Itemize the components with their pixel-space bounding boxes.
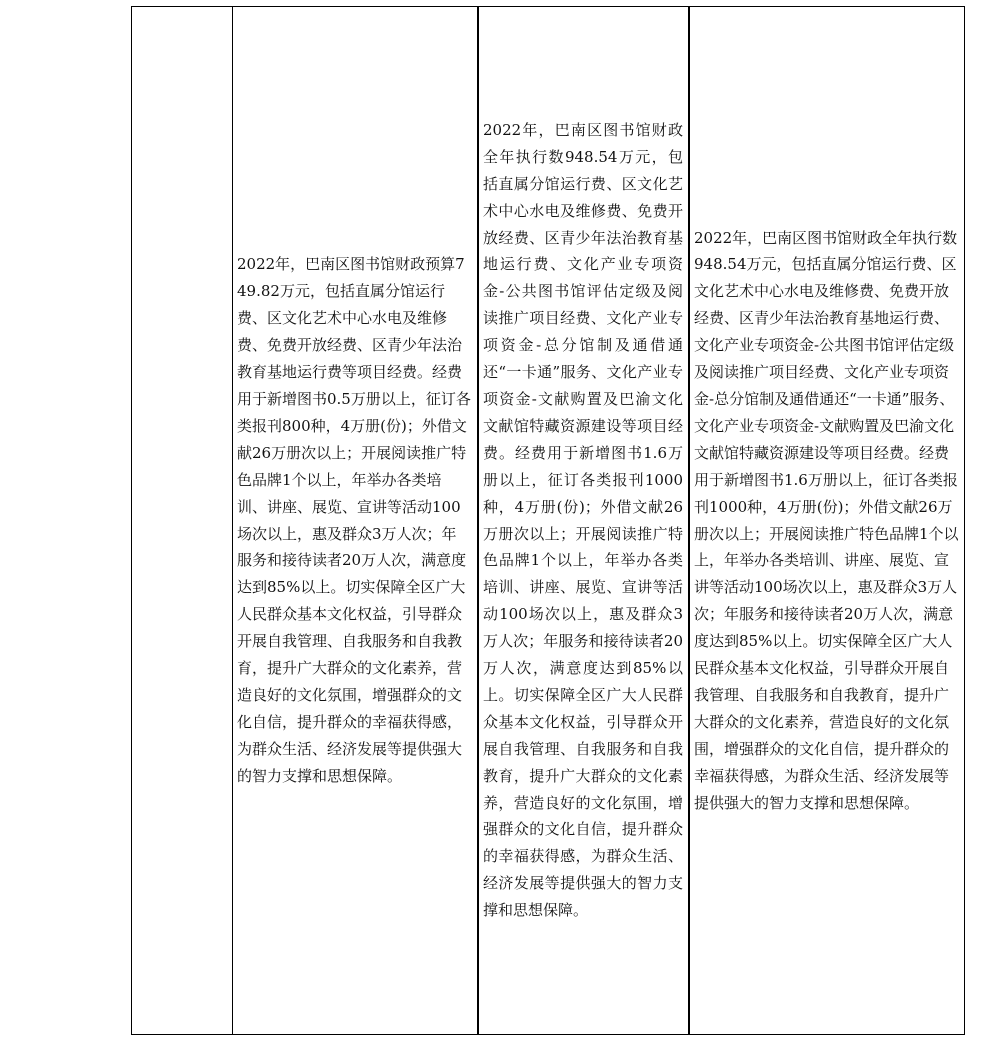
budget-plan-text: 2022年，巴南区图书馆财政预算749.82万元，包括直属分馆运行费、区文化艺术中心水电及维修费、免费开放经费、区青少年法治教育基地运行费等项目经费。经费用于新增图书0.5万册以上，征订各类报刊800种，4万册(份)；外借文献26万册次以上；开展阅读推广特色品牌1个以上，年举办各类培训、讲座、展览、宣讲等活动100场次以上，惠及群众3万人次；年服务和接待读者20万人次，满意度达到85%以上。切实保障全区广大人民群众基本文化权益，引导群众开展自我管理、自我服务和自我教育，提升广大群众的文化素养，营造良好的文化氛围，增强群众的文化自信，提升群众的幸福获得感，为群众生活、经济发展等提供强大的智力支撑和思想保障。 [237, 255, 471, 785]
table-row [132, 7, 965, 1035]
result-cell [689, 7, 965, 1035]
result-text: 2022年，巴南区图书馆财政全年执行数948.54万元，包括直属分馆运行费、区文化艺术中心水电及维修费、免费开放经费、区青少年法治教育基地运行费、文化产业专项资金-公共图书馆评估定级及阅读推广项目经费、文化产业专项资金-总分馆制及通借通还“一卡通”服务、文化产业专项资金-文献购置及巴渝文化文献馆特藏资源建设等项目经费。经费用于新增图书1.6万册以上，征订各类报刊1000种，4万册(份)；外借文献26万册次以上；开展阅读推广特色品牌1个以上，年举办各类培训、讲座、展览、宣讲等活动100场次以上，惠及群众3万人次；年服务和接待读者20万人次，满意度达到85%以上。切实保障全区广大人民群众基本文化权益，引导群众开展自我管理、自我服务和自我教育，提升广大群众的文化素养，营造良好的文化氛围，增强群众的文化自信，提升群众的幸福获得感，为群众生活、经济发展等提供强大的智力支撑和思想保障。 [694, 228, 959, 812]
performance-table [131, 6, 965, 1035]
execution-cell [478, 7, 689, 1035]
execution-text: 2022年，巴南区图书馆财政全年执行数948.54万元，包括直属分馆运行费、区文化艺术中心水电及维修费、免费开放经费、区青少年法治教育基地运行费、文化产业专项资金-公共图书馆评估定级及阅读推广项目经费、文化产业专项资金-总分馆制及通借通还“一卡通”服务、文化产业专项资金-文献购置及巴渝文化文献馆特藏资源建设等项目经费。经费用于新增图书1.6万册以上，征订各类报刊1000种，4万册(份)；外借文献26万册次以上；开展阅读推广特色品牌1个以上，年举办各类培训、讲座、展览、宣讲等活动100场次以上，惠及群众3万人次；年服务和接待读者20万人次，满意度达到85%以上。切实保障全区广大人民群众基本文化权益，引导群众开展自我管理、自我服务和自我教育，提升广大群众的文化素养，营造良好的文化氛围，增强群众的文化自信，提升群众的幸福获得感，为群众生活、经济发展等提供强大的智力支撑和思想保障。 [483, 120, 683, 920]
row-header-cell [132, 7, 233, 1035]
budget-plan-cell [233, 7, 479, 1035]
